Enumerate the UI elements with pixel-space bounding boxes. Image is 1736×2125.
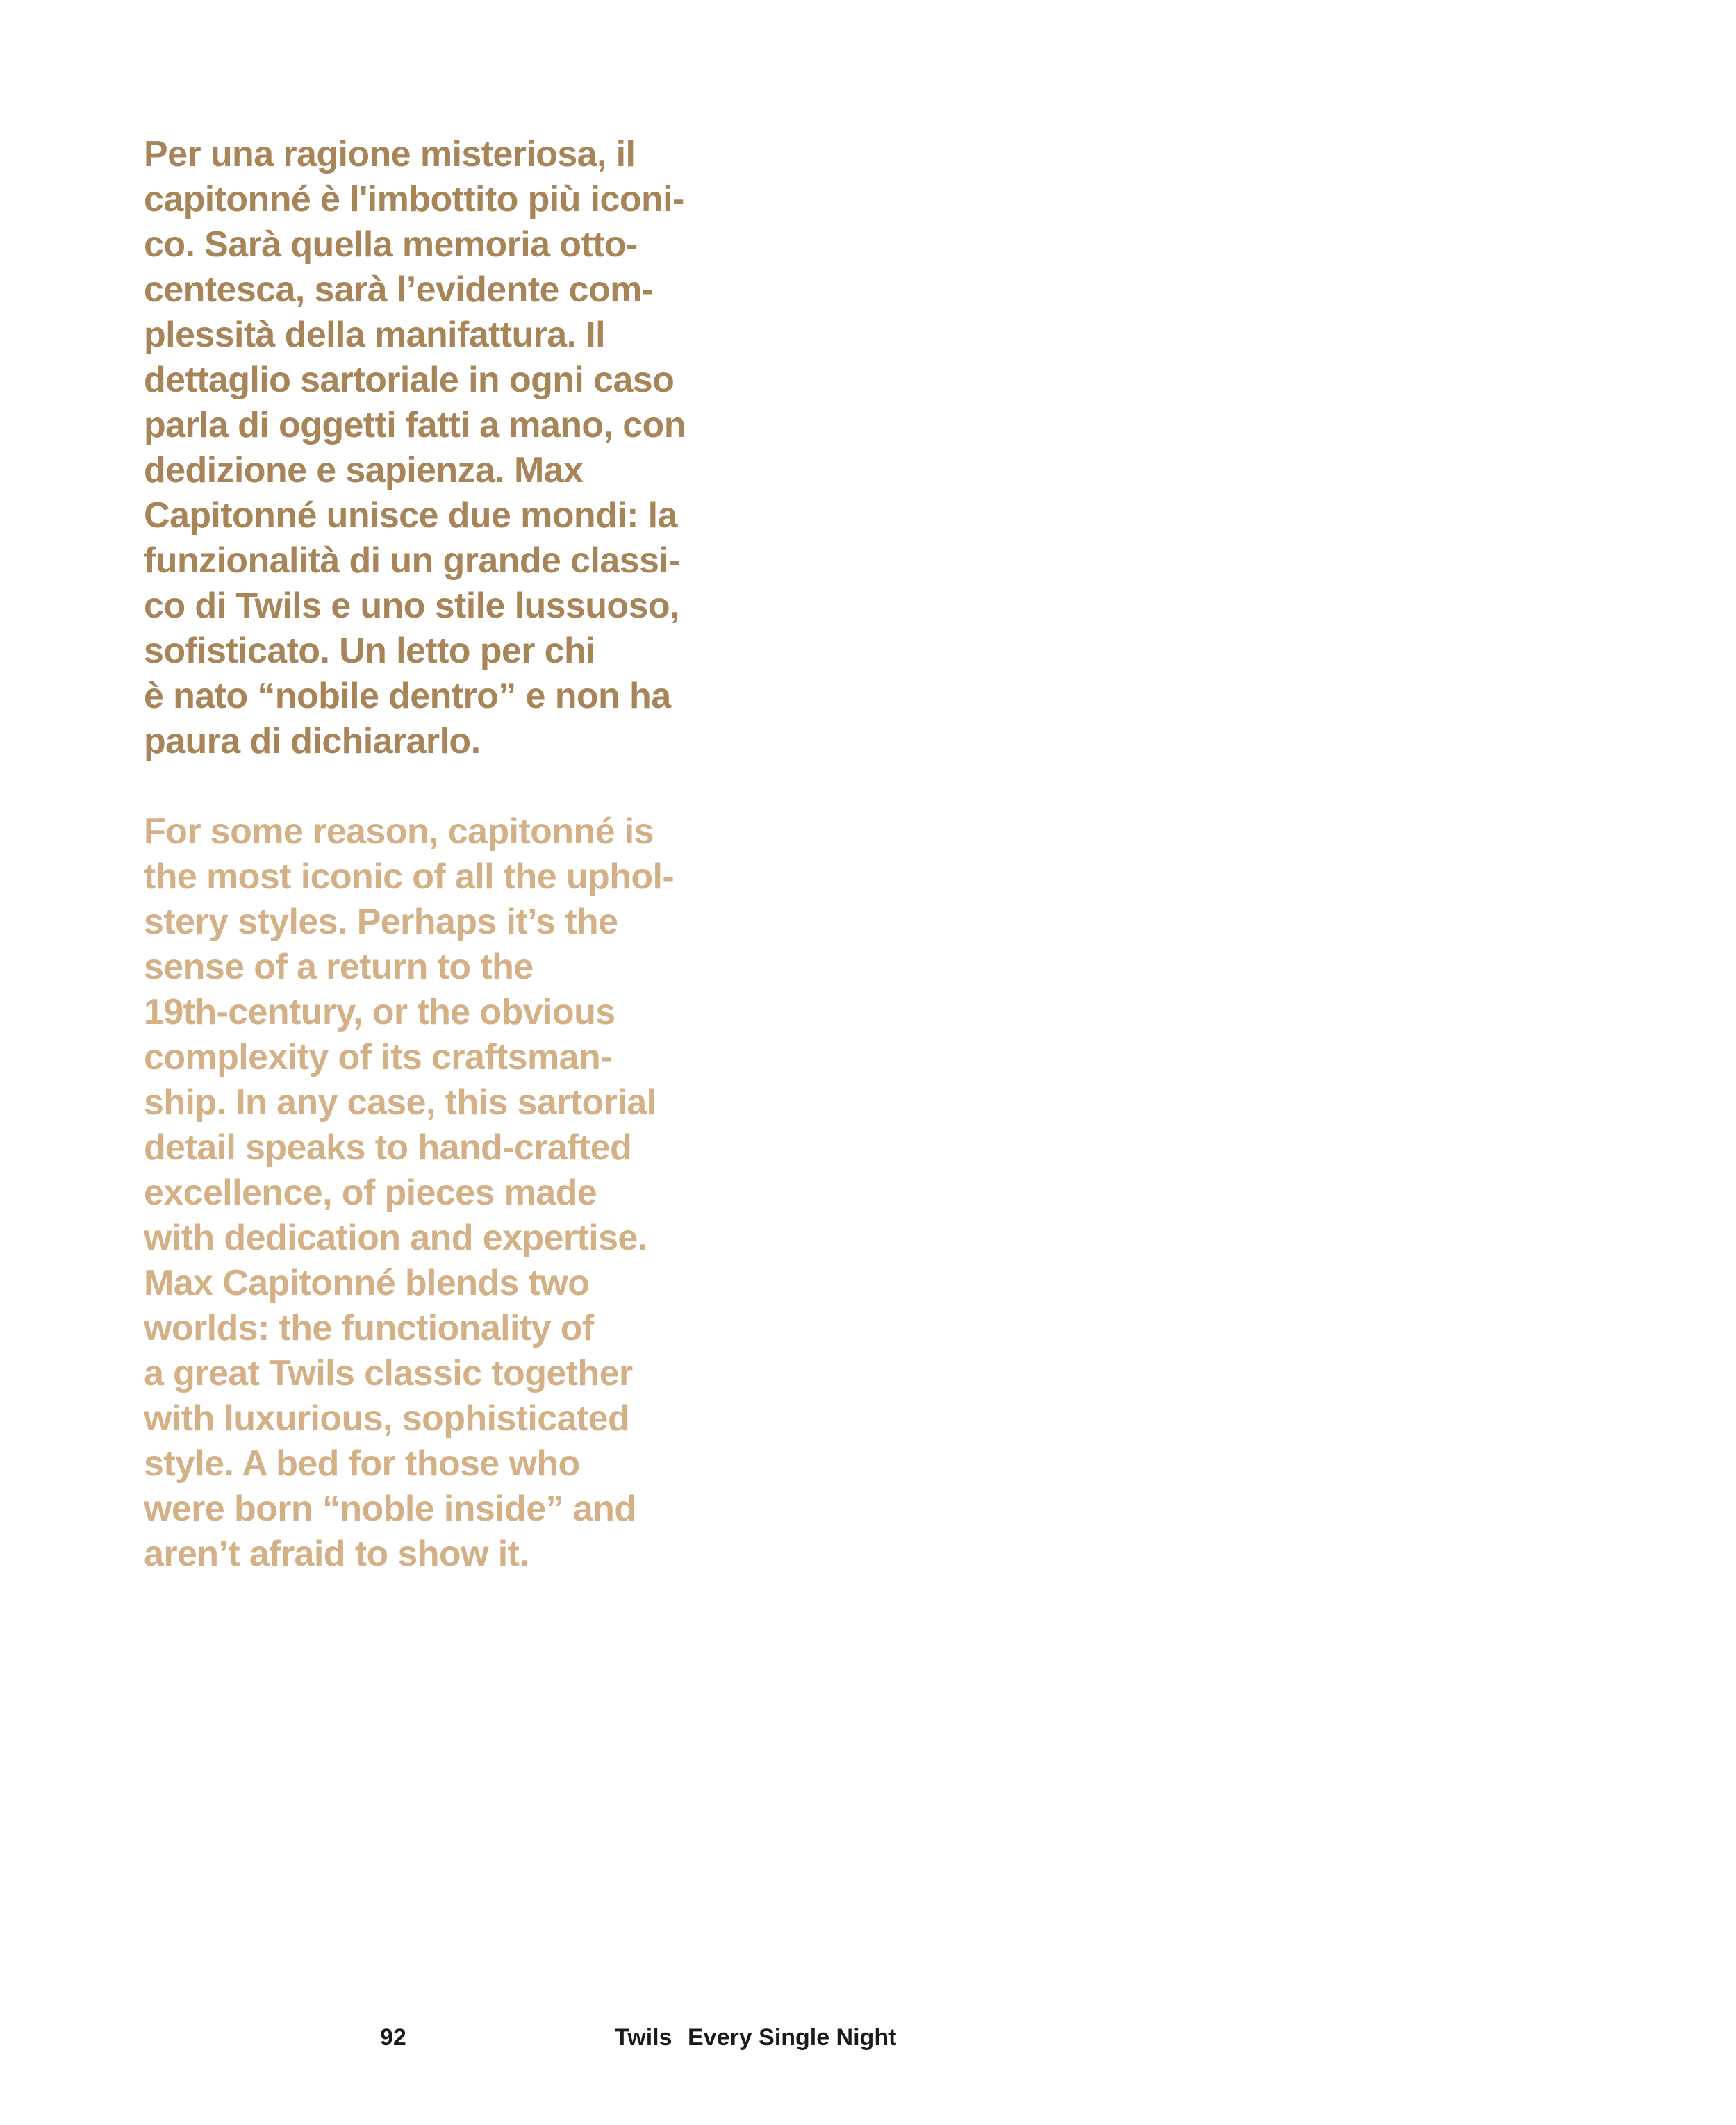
english-line: Max Capitonné blends two [144,1263,590,1303]
english-line: 19th-century, or the obvious [144,992,615,1032]
italian-line: centesca, sarà l’evidente com- [144,270,654,310]
italian-line: co. Sarà quella memoria otto- [144,224,638,265]
italian-line: dettaglio sartoriale in ogni caso [144,360,675,400]
page-number: 92 [380,2024,406,2051]
italian-line: co di Twils e uno stile lussuoso, [144,586,679,626]
italian-line: Capitonné unisce due mondi: la [144,495,677,536]
footer-title: Every Single Night [688,2024,897,2051]
english-line: detail speaks to hand-crafted [144,1127,632,1168]
english-line: worlds: the functionality of [144,1308,594,1348]
english-line: aren’t afraid to show it. [144,1534,529,1574]
english-line: a great Twils classic together [144,1353,633,1394]
english-line: ship. In any case, this sartorial [144,1082,656,1123]
english-line: For some reason, capitonné is [144,811,654,852]
italian-line: sofisticato. Un letto per chi [144,631,596,671]
english-line: stery styles. Perhaps it’s the [144,902,618,942]
english-line: with luxurious, sophisticated [144,1398,630,1439]
italian-line: paura di dichiararlo. [144,721,481,761]
english-line: the most iconic of all the uphol- [144,857,675,897]
italian-line: plessità della manifattura. Il [144,315,605,355]
footer-brand: Twils [615,2024,672,2051]
english-line: excellence, of pieces made [144,1173,597,1213]
english-paragraph [144,809,769,1577]
italian-line: capitonné è l'imbottito più iconi- [144,179,684,220]
italian-line: è nato “nobile dentro” e non ha [144,676,671,716]
english-line: style. A bed for those who [144,1444,580,1484]
english-line: with dedication and expertise. [144,1218,647,1258]
italian-line: dedizione e sapienza. Max [144,450,584,490]
italian-line: Per una ragione misteriosa, il [144,134,636,174]
english-line: sense of a return to the [144,947,534,987]
italian-line: funzionalità di un grande classi- [144,540,680,581]
italian-paragraph [144,132,769,764]
english-line: were born “noble inside” and [144,1489,636,1529]
italian-line: parla di oggetti fatti a mano, con [144,405,686,445]
english-line: complexity of its craftsman- [144,1037,612,1077]
